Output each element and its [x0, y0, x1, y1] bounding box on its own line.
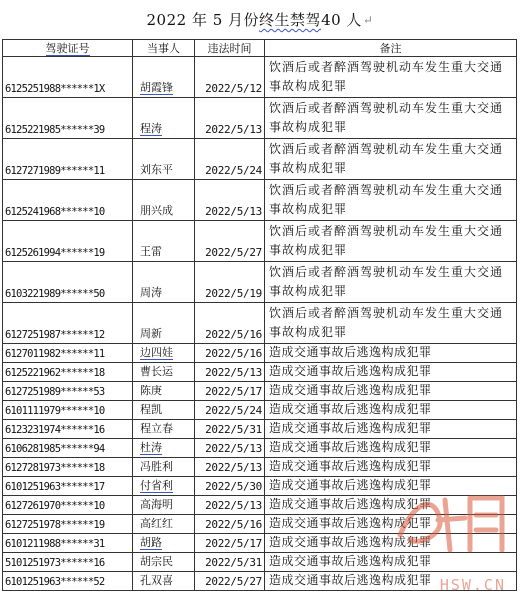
violation-date-cell: 2022/5/17 [195, 534, 265, 553]
license-number-cell: 6123231974******16 [3, 420, 133, 439]
party-name-cell: 朋兴成 [133, 180, 195, 221]
party-name-cell: 王雷 [133, 221, 195, 262]
table-row [3, 420, 517, 439]
license-number-cell: 6101111979******10 [3, 401, 133, 420]
violation-date-cell: 2022/5/13 [195, 363, 265, 382]
remark-cell: 造成交通事故后逃逸构成犯罪 [265, 477, 517, 496]
violation-date-cell: 2022/5/27 [195, 572, 265, 591]
table-row [3, 382, 517, 401]
table-row [3, 515, 517, 534]
remark-cell: 造成交通事故后逃逸构成犯罪 [265, 515, 517, 534]
party-name-cell: 边四娃 [133, 344, 195, 363]
table-row [3, 221, 517, 262]
header-remarks: 备注 [265, 40, 517, 57]
license-number-cell: 6101251963******52 [3, 572, 133, 591]
party-name-cell: 曹长运 [133, 363, 195, 382]
table-row [3, 477, 517, 496]
party-name-cell: 冯胜利 [133, 458, 195, 477]
remark-cell: 饮酒后或者醉酒驾驶机动车发生重大交通事故构成犯罪 [265, 57, 517, 98]
party-name-cell: 胡霞锋 [133, 57, 195, 98]
party-name-cell: 刘东平 [133, 139, 195, 180]
remark-cell: 饮酒后或者醉酒驾驶机动车发生重大交通事故构成犯罪 [265, 139, 517, 180]
table-row [3, 439, 517, 458]
remark-cell: 饮酒后或者醉酒驾驶机动车发生重大交通事故构成犯罪 [265, 303, 517, 344]
table-row [3, 401, 517, 420]
table-row [3, 344, 517, 363]
header-license-number: 驾驶证号 [3, 40, 133, 57]
table-row [3, 363, 517, 382]
license-number-cell: 6101211988******31 [3, 534, 133, 553]
party-name-cell: 程涛 [133, 98, 195, 139]
title-underlined: 终生禁驾 [259, 11, 322, 29]
violation-date-cell: 2022/5/13 [195, 439, 265, 458]
license-number-cell: 6127261970******10 [3, 496, 133, 515]
license-number-cell: 6125251988******1X [3, 57, 133, 98]
violation-date-cell: 2022/5/13 [195, 180, 265, 221]
violation-date-cell: 2022/5/31 [195, 553, 265, 572]
party-name-cell: 程凯 [133, 401, 195, 420]
license-number-cell: 6127251978******19 [3, 515, 133, 534]
table-row [3, 572, 517, 591]
table-row [3, 496, 517, 515]
header-violation-date: 违法时间 [195, 40, 265, 57]
license-number-cell: 6127251987******12 [3, 303, 133, 344]
violation-date-cell: 2022/5/24 [195, 401, 265, 420]
violation-date-cell: 2022/5/17 [195, 382, 265, 401]
title-main: 2022 年 5 月份 [146, 11, 260, 29]
party-name-cell: 高海明 [133, 496, 195, 515]
party-name-cell: 程立春 [133, 420, 195, 439]
violation-date-cell: 2022/5/30 [195, 477, 265, 496]
table-row [3, 553, 517, 572]
table-row [3, 139, 517, 180]
remark-cell: 造成交通事故后逃逸构成犯罪 [265, 344, 517, 363]
remark-cell: 造成交通事故后逃逸构成犯罪 [265, 420, 517, 439]
party-name-cell: 胡宗民 [133, 553, 195, 572]
violation-date-cell: 2022/5/13 [195, 458, 265, 477]
violation-date-cell: 2022/5/16 [195, 344, 265, 363]
remark-cell: 造成交通事故后逃逸构成犯罪 [265, 496, 517, 515]
table-row [3, 98, 517, 139]
party-name-cell: 胡路 [133, 534, 195, 553]
violation-date-cell: 2022/5/27 [195, 221, 265, 262]
remark-cell: 饮酒后或者醉酒驾驶机动车发生重大交通事故构成犯罪 [265, 180, 517, 221]
remark-cell: 饮酒后或者醉酒驾驶机动车发生重大交通事故构成犯罪 [265, 262, 517, 303]
license-number-cell: 5101251973******16 [3, 553, 133, 572]
party-name-cell: 高红红 [133, 515, 195, 534]
table-body [3, 57, 517, 591]
violation-date-cell: 2022/5/24 [195, 139, 265, 180]
remark-cell: 造成交通事故后逃逸构成犯罪 [265, 401, 517, 420]
table-row [3, 262, 517, 303]
violation-date-cell: 2022/5/13 [195, 98, 265, 139]
table-row [3, 303, 517, 344]
party-name-cell: 陈庚 [133, 382, 195, 401]
remark-cell: 造成交通事故后逃逸构成犯罪 [265, 363, 517, 382]
license-number-cell: 6125221985******39 [3, 98, 133, 139]
violation-date-cell: 2022/5/31 [195, 420, 265, 439]
license-number-cell: 6125261994******19 [3, 221, 133, 262]
violation-date-cell: 2022/5/16 [195, 303, 265, 344]
license-number-cell: 6127251989******53 [3, 382, 133, 401]
violation-date-cell: 2022/5/13 [195, 496, 265, 515]
remark-cell: 饮酒后或者醉酒驾驶机动车发生重大交通事故构成犯罪 [265, 98, 517, 139]
license-number-cell: 6127011982******11 [3, 344, 133, 363]
watermark-url: HSW.CN [439, 576, 506, 594]
title-tail: 40 人 [321, 11, 362, 29]
violation-date-cell: 2022/5/12 [195, 57, 265, 98]
remark-cell: 造成交通事故后逃逸构成犯罪 [265, 439, 517, 458]
header-party: 当事人 [133, 40, 195, 57]
remark-cell: 造成交通事故后逃逸构成犯罪 [265, 534, 517, 553]
table-row [3, 180, 517, 221]
party-name-cell: 周涛 [133, 262, 195, 303]
license-number-cell: 6127271989******11 [3, 139, 133, 180]
license-number-cell: 6125221962******18 [3, 363, 133, 382]
page-title [0, 0, 520, 39]
table-row [3, 57, 517, 98]
remark-cell: 造成交通事故后逃逸构成犯罪 [265, 553, 517, 572]
table-header-row [3, 40, 517, 57]
party-name-cell: 周新 [133, 303, 195, 344]
license-number-cell: 6127281973******18 [3, 458, 133, 477]
remark-cell: 造成交通事故后逃逸构成犯罪 [265, 458, 517, 477]
remark-cell: 造成交通事故后逃逸构成犯罪 [265, 382, 517, 401]
banned-drivers-table [2, 39, 517, 591]
remark-cell: 造成交通事故后逃逸构成犯罪 [265, 572, 517, 591]
violation-date-cell: 2022/5/19 [195, 262, 265, 303]
violation-date-cell: 2022/5/16 [195, 515, 265, 534]
license-number-cell: 6101251963******17 [3, 477, 133, 496]
table-row [3, 534, 517, 553]
party-name-cell: 杜涛 [133, 439, 195, 458]
party-name-cell: 付省利 [133, 477, 195, 496]
remark-cell: 饮酒后或者醉酒驾驶机动车发生重大交通事故构成犯罪 [265, 221, 517, 262]
license-number-cell: 6125241968******10 [3, 180, 133, 221]
paragraph-mark-icon: ↵ [362, 12, 374, 27]
table-row [3, 458, 517, 477]
party-name-cell: 孔双喜 [133, 572, 195, 591]
license-number-cell: 6103221989******50 [3, 262, 133, 303]
license-number-cell: 6106281985******94 [3, 439, 133, 458]
